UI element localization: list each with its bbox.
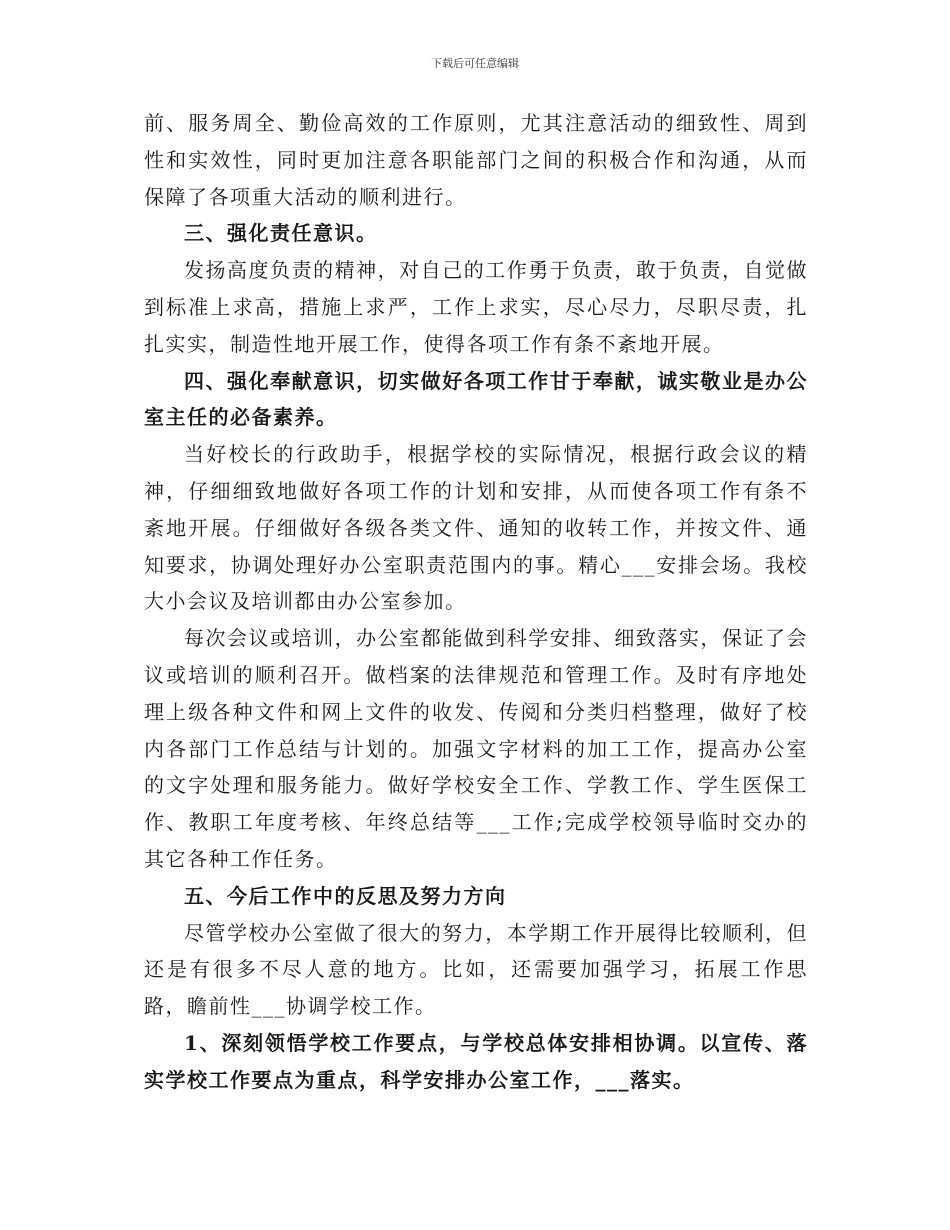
section-heading-4: 四、强化奉献意识，切实做好各项工作甘于奉献，诚实敬业是办公室主任的必备素养。	[144, 368, 808, 430]
paragraph: 尽管学校办公室做了很大的努力，本学期工作开展得比较顺利，但还是有很多不尽人意的地方。比如，还需要加强学习，拓展工作思路，瞻前性___协调学校工作。	[144, 920, 808, 1019]
page-header: 下载后可任意编辑	[431, 57, 519, 70]
paragraph-continuation: 前、服务周全、勤俭高效的工作原则，尤其注意活动的细致性、周到性和实效性，同时更加注意各职能部门之间的积极合作和沟通，从而保障了各项重大活动的顺利进行。	[144, 111, 808, 209]
section-heading-3: 三、强化责任意识。	[184, 221, 378, 246]
paragraph: 发扬高度负责的精神，对自己的工作勇于负责，敢于负责，自觉做到标准上求高，措施上求严，工作上求实，尽心尽力，尽职尽责，扎扎实实，制造性地开展工作，使得各项工作有条不紊地开展。	[144, 258, 808, 356]
paragraph: 当好校长的行政助手，根据学校的实际情况，根据行政会议的精神，仔细细致地做好各项工作的计划和安排，从而使各项工作有条不紊地开展。仔细做好各级各类文件、通知的收转工作，并按文件、通知要求，协调处理好办公室职责范围内的事。精心___安排会场。我校大小会议及培训都由办公室参加。	[144, 442, 808, 614]
section-heading-5: 五、今后工作中的反思及努力方向	[184, 883, 507, 908]
paragraph: 每次会议或培训，办公室都能做到科学安排、细致落实，保证了会议或培训的顺利召开。做档案的法律规范和管理工作。及时有序地处理上级各种文件和网上文件的收发、传阅和分类归档整理，做好了校内各部门工作总结与计划的。加强文字材料的加工工作，提高办公室的文字处理和服务能力。做好学校安全工作、学教工作、学生医保工作、教职工年度考核、年终总结等___工作;完成学校领导临时交办的其它各种工作任务。	[144, 626, 808, 871]
document-body	[144, 105, 808, 1099]
subsection-heading-1: 1、深刻领悟学校工作要点，与学校总体安排相协调。以宣传、落实学校工作要点为重点，科学安排办公室工作，___落实。	[144, 1030, 808, 1092]
